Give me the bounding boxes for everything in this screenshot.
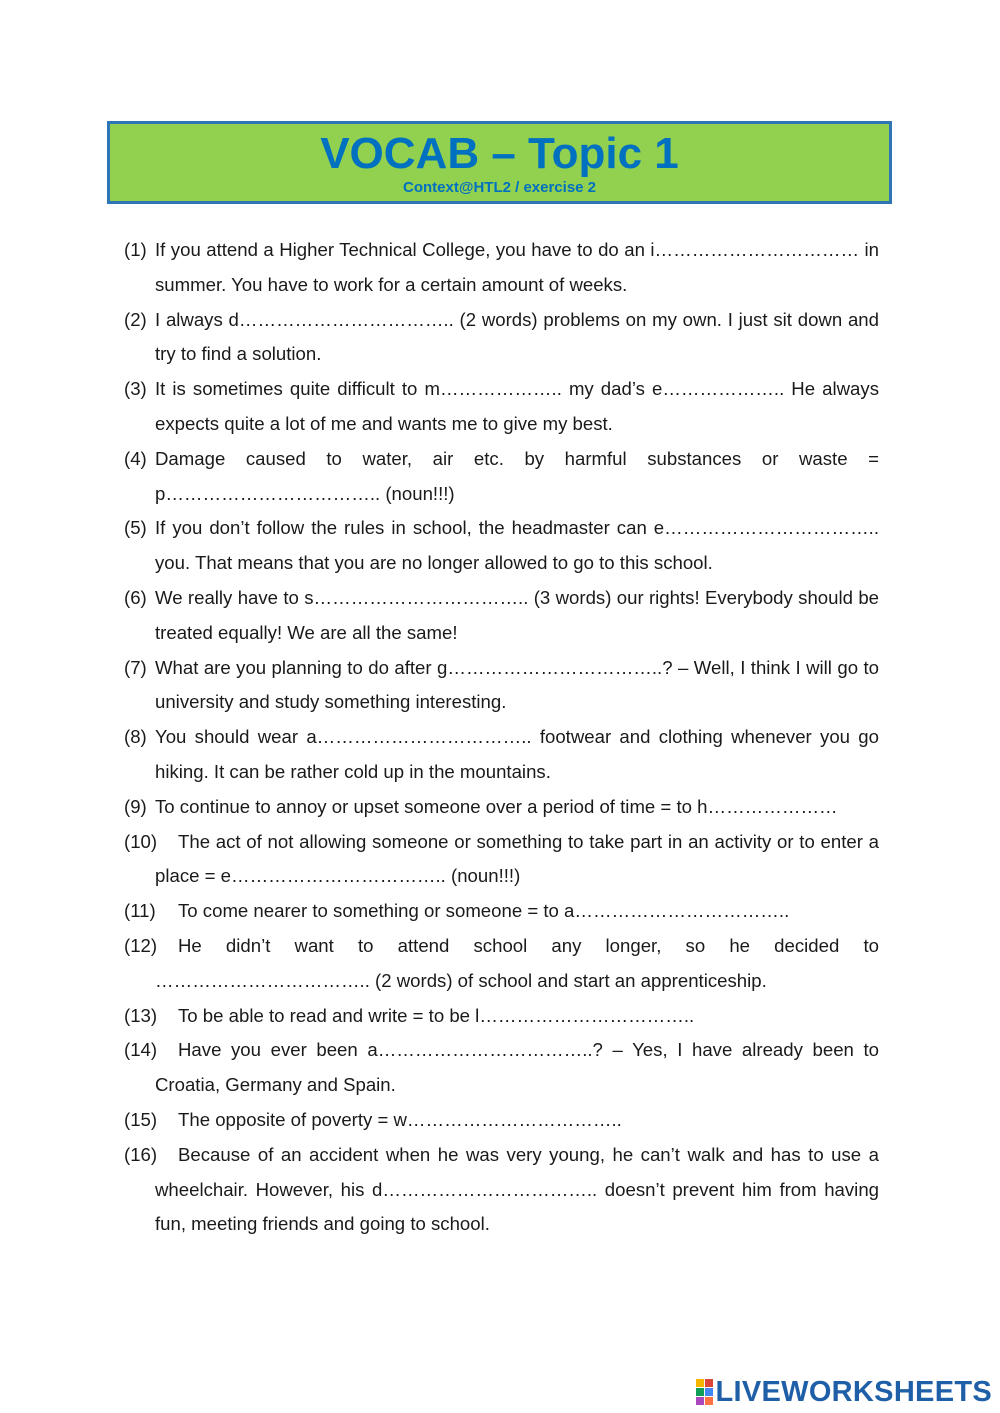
logo-square bbox=[705, 1379, 713, 1387]
item-text: Have you ever been a……………………………..? – Yes, I have already been to Croatia, Germany and Spain. bbox=[155, 1039, 879, 1096]
liveworksheets-logo[interactable] bbox=[696, 1375, 993, 1409]
exercise-item-11 bbox=[124, 894, 879, 929]
page-subtitle: Context@HTL2 / exercise 2 bbox=[402, 179, 597, 196]
item-number: (15) bbox=[124, 1108, 158, 1130]
exercise-item-9 bbox=[124, 790, 879, 825]
exercise-item-2 bbox=[124, 303, 879, 373]
item-number: (12) bbox=[124, 934, 158, 956]
exercise-item-13 bbox=[124, 999, 879, 1034]
item-number: (1) bbox=[124, 239, 147, 260]
exercise-item-6 bbox=[124, 581, 879, 651]
exercise-item-7 bbox=[124, 651, 879, 721]
exercise-item-5 bbox=[124, 511, 879, 581]
exercise-item-10 bbox=[124, 825, 879, 895]
item-text: He didn’t want to attend school any longer, so he decided to …………………………….. (2 words) of school and start an apprenticeship. bbox=[155, 934, 879, 991]
item-text: It is sometimes quite difficult to m……………….. my dad’s e……………….. He always expects quite a lot of me and wants me to give my best. bbox=[155, 378, 879, 434]
page-title: VOCAB – Topic 1 bbox=[320, 129, 679, 178]
item-text: We really have to s…………………………….. (3 words) our rights! Everybody should be treated equally! We are all the same! bbox=[155, 586, 879, 643]
item-number: (6) bbox=[124, 586, 147, 608]
item-number: (9) bbox=[124, 795, 147, 817]
exercise-item-15 bbox=[124, 1103, 879, 1138]
item-number: (13) bbox=[124, 1004, 158, 1026]
item-number: (8) bbox=[124, 726, 147, 748]
logo-text: LIVEWORKSHEETS bbox=[715, 1375, 992, 1408]
logo-square bbox=[705, 1388, 713, 1396]
exercise-item-1 bbox=[124, 233, 879, 303]
liveworksheets-logo-icon bbox=[696, 1379, 713, 1405]
logo-square bbox=[696, 1379, 704, 1387]
item-number: (3) bbox=[124, 378, 147, 400]
exercise-item-16 bbox=[124, 1138, 879, 1242]
item-text: To come nearer to something or someone = to a…………………………….. bbox=[178, 900, 790, 922]
title-box bbox=[107, 121, 892, 204]
item-text: The act of not allowing someone or something to take part in an activity or to enter a place = e…………………………….. (noun!!!) bbox=[155, 830, 879, 887]
item-number: (4) bbox=[124, 447, 147, 469]
exercise-item-14 bbox=[124, 1033, 879, 1103]
item-text: Because of an accident when he was very young, he can’t walk and has to use a wheelchair. However, his d…………………………….. doesn’t prevent him from having fun, meeting friends and going to school. bbox=[155, 1143, 879, 1235]
item-text: If you don’t follow the rules in school, the headmaster can e…………………………….. you. That means that you are no longer allowed to go to this school. bbox=[155, 517, 879, 574]
exercise-item-3 bbox=[124, 372, 879, 442]
item-text: You should wear a…………………………….. footwear and clothing whenever you go hiking. It can be rather cold up in the mountains. bbox=[155, 726, 879, 782]
item-text: What are you planning to do after g……………………………..? – Well, I think I will go to university and study something interesting. bbox=[155, 656, 879, 713]
exercise-list bbox=[124, 233, 879, 1242]
item-number: (5) bbox=[124, 517, 147, 539]
exercise-item-12 bbox=[124, 929, 879, 999]
item-text: The opposite of poverty = w…………………………….. bbox=[178, 1108, 622, 1130]
logo-square bbox=[696, 1388, 704, 1396]
item-number: (10) bbox=[124, 830, 158, 852]
item-text: I always d…………………………….. (2 words) problems on my own. I just sit down and try to find a solution. bbox=[155, 308, 879, 365]
logo-square bbox=[705, 1397, 713, 1405]
item-text: If you attend a Higher Technical College, you have to do an i…………………………… in summer. You have to work for a certain amount of weeks. bbox=[155, 239, 879, 295]
item-number: (7) bbox=[124, 656, 147, 678]
logo-square bbox=[696, 1397, 704, 1405]
item-number: (2) bbox=[124, 308, 147, 330]
exercise-item-4 bbox=[124, 442, 879, 512]
item-text: To be able to read and write = to be l…………………………….. bbox=[178, 1004, 695, 1026]
item-text: Damage caused to water, air etc. by harmful substances or waste = p…………………………….. (noun!!!) bbox=[155, 447, 879, 504]
item-number: (14) bbox=[124, 1039, 158, 1061]
item-number: (11) bbox=[124, 900, 156, 922]
item-text: To continue to annoy or upset someone over a period of time = to h………………… bbox=[155, 795, 838, 817]
exercise-item-8 bbox=[124, 720, 879, 790]
item-number: (16) bbox=[124, 1143, 158, 1165]
